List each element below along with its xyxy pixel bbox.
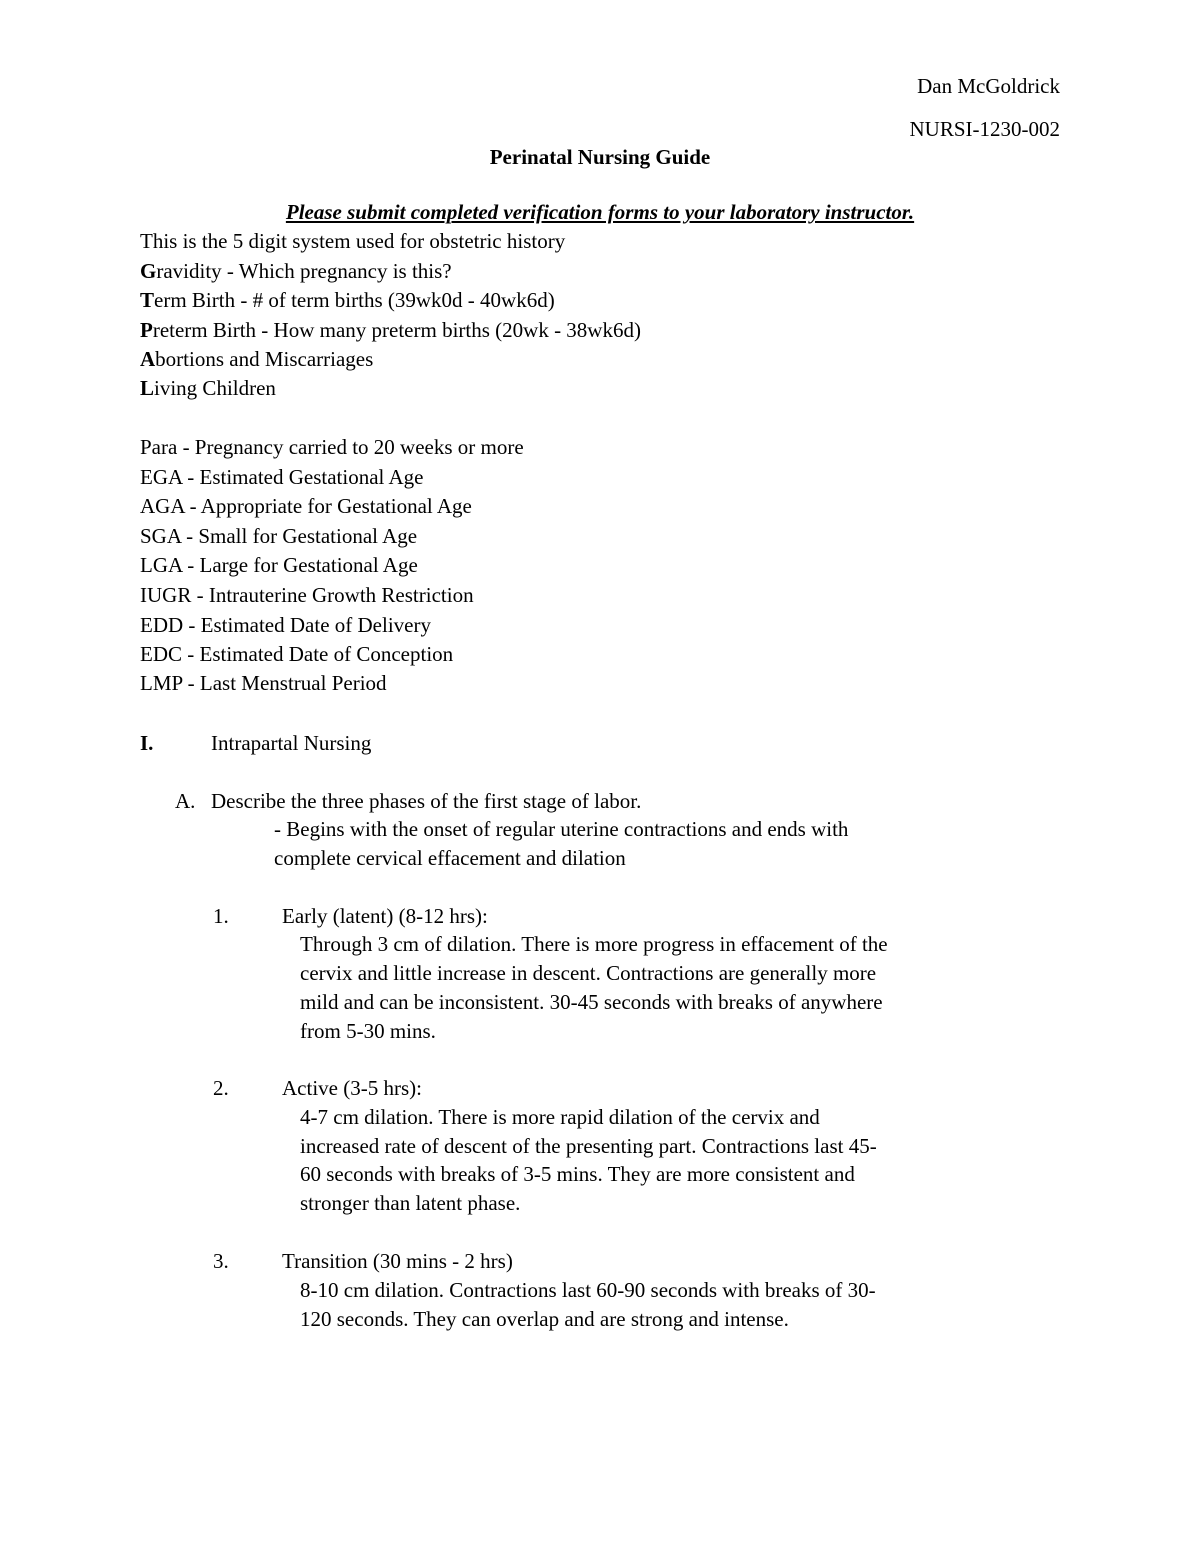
abbreviation-item: LGA - Large for Gestational Age [140, 553, 418, 577]
gtpal-text: reterm Birth - How many preterm births (20wk - 38wk6d) [152, 318, 641, 342]
phase-text-line: mild and can be inconsistent. 30-45 seconds with breaks of anywhere [300, 990, 883, 1014]
phase-number: 2. [213, 1076, 229, 1100]
abbreviation-item: LMP - Last Menstrual Period [140, 671, 387, 695]
gtpal-intro: This is the 5 digit system used for obstetric history [140, 229, 566, 253]
gtpal-text: bortions and Miscarriages [155, 347, 374, 371]
subsection-letter: A. [175, 789, 196, 813]
page-title: Perinatal Nursing Guide [489, 145, 711, 169]
abbreviation-item: SGA - Small for Gestational Age [140, 524, 418, 548]
phase-number: 3. [213, 1249, 229, 1273]
abbreviation-item: EGA - Estimated Gestational Age [140, 465, 424, 489]
phase-text-line: 8-10 cm dilation. Contractions last 60-90 seconds with breaks of 30- [300, 1278, 876, 1302]
phase-heading: Early (latent) (8-12 hrs): [282, 904, 488, 928]
phase-heading: Active (3-5 hrs): [282, 1076, 422, 1100]
course-code: NURSI-1230-002 [909, 117, 1060, 141]
gtpal-item-abortions [140, 345, 373, 373]
subsection-answer-line: complete cervical effacement and dilation [274, 846, 626, 870]
abbreviation-item: IUGR - Intrauterine Growth Restriction [140, 583, 474, 607]
phase-text-line: cervix and little increase in descent. Contractions are generally more [300, 961, 877, 985]
abbreviation-item: AGA - Appropriate for Gestational Age [140, 494, 472, 518]
instruction-text: Please submit completed verification forms to your laboratory instructor. [285, 200, 915, 224]
gtpal-item-term [140, 286, 555, 314]
gtpal-item-preterm [140, 316, 641, 344]
abbreviation-item: EDC - Estimated Date of Conception [140, 642, 454, 666]
abbreviation-item: Para - Pregnancy carried to 20 weeks or more [140, 435, 524, 459]
phase-text-line: 60 seconds with breaks of 3-5 mins. They are more consistent and [300, 1162, 855, 1186]
section-numeral: I. [140, 731, 154, 755]
gtpal-letter: A [140, 347, 156, 371]
phase-text-line: from 5-30 mins. [300, 1019, 436, 1043]
phase-heading: Transition (30 mins - 2 hrs) [282, 1249, 513, 1273]
phase-text-line: increased rate of descent of the presenting part. Contractions last 45- [300, 1134, 877, 1158]
gtpal-letter: L [140, 376, 155, 400]
gtpal-text: ravidity - Which pregnancy is this? [156, 259, 452, 283]
phase-text-line: 4-7 cm dilation. There is more rapid dilation of the cervix and [300, 1105, 820, 1129]
section-title: Intrapartal Nursing [211, 731, 372, 755]
subsection-question: Describe the three phases of the first stage of labor. [211, 789, 642, 813]
gtpal-item-gravidity [140, 257, 452, 285]
gtpal-letter: P [140, 318, 153, 342]
phase-text-line: 120 seconds. They can overlap and are strong and intense. [300, 1307, 789, 1331]
gtpal-letter: G [140, 259, 157, 283]
phase-text-line: stronger than latent phase. [300, 1191, 521, 1215]
phase-text-line: Through 3 cm of dilation. There is more progress in effacement of the [300, 932, 888, 956]
subsection-answer-line: - Begins with the onset of regular uterine contractions and ends with [274, 817, 849, 841]
gtpal-text: erm Birth - # of term births (39wk0d - 40wk6d) [154, 288, 555, 312]
gtpal-item-living [140, 374, 276, 402]
abbreviation-item: EDD - Estimated Date of Delivery [140, 613, 431, 637]
phase-number: 1. [213, 904, 229, 928]
author-name: Dan McGoldrick [917, 74, 1060, 98]
gtpal-text: iving Children [154, 376, 276, 400]
gtpal-letter: T [140, 288, 155, 312]
